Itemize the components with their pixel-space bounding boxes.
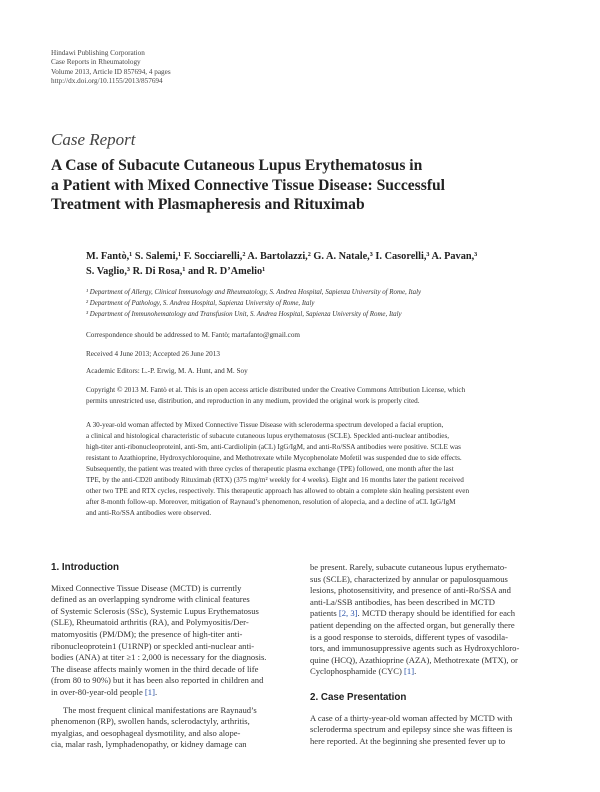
section-heading-introduction: 1. Introduction [51, 562, 120, 573]
title-line: a Patient with Mixed Connective Tissue Disease: Successful [51, 176, 446, 194]
abstract-line: A 30-year-old woman affected by Mixed Connective Tissue Disease with scleroderma spectrum developed a facial eruption, [86, 421, 444, 429]
body-text: patients [310, 608, 339, 619]
body-line [51, 687, 290, 699]
body-line: Mixed Connective Tissue Disease (MCTD) is currently [51, 582, 242, 593]
body-text: . [154, 686, 158, 697]
body-line: patient depending on the affected organ, but generally there [310, 619, 515, 630]
affiliation: ¹ Department of Allergy, Clinical Immunology and Rheumatology, S. Andrea Hospital, Sapienza University of Rome, Italy [86, 289, 422, 296]
body-line: of Systemic Sclerosis (SSc), Systemic Lupus Erythematosus [51, 605, 259, 616]
author-list [86, 250, 566, 279]
abstract-line: and anti-Ro/SSA antibodies were observed. [86, 509, 212, 517]
right-column [310, 562, 550, 747]
body-line: A case of a thirty-year-old woman affected by MCTD with [310, 712, 513, 723]
volume-info: Volume 2013, Article ID 857694, 4 pages [51, 67, 171, 76]
body-line: here reported. At the beginning she presented fever up to [310, 735, 506, 746]
publisher: Hindawi Publishing Corporation [51, 49, 145, 57]
correspondence: Correspondence should be addressed to M. Fantò; martafanto@gmail.com [86, 331, 301, 339]
affiliations [86, 287, 421, 321]
article-title [51, 156, 521, 215]
abstract [86, 420, 566, 519]
body-line: (from 80 to 90%) but it has been also reported in children and [51, 675, 264, 686]
body-line: phenomenon (RP), swollen hands, sclerodactyly, arthritis, [51, 716, 250, 727]
body-text: in over-80-year-old people [51, 686, 145, 697]
copyright-notice [86, 385, 556, 407]
body-line: The disease affects mainly women in the third decade of life [51, 663, 259, 674]
authors-line: S. Vaglio,³ R. Di Rosa,¹ and R. D’Amelio¹ [86, 265, 266, 277]
title-line: A Case of Subacute Cutaneous Lupus Erythematosus in [51, 157, 423, 174]
abstract-line: TPE, by the anti-CD20 antibody Rituximab (RTX) (375 mg/m² weekly for 4 weeks). Eight and 16 months later the patient received [86, 476, 464, 484]
body-line: ribonucleoprotein1 (U1RNP) or speckled anti-nuclear anti- [51, 640, 255, 651]
body-line: lesions, photosensitivity, and presence of anti-Ro/SSA and [310, 585, 511, 596]
abstract-line: high-titer anti-ribonucleoproteinl, anti-Sm, anti-Cardiolipin (aCL) IgG/IgM, and anti-Ro/SSA antibodies were positive. SCLE was [86, 443, 461, 451]
copyright-line: Copyright © 2013 M. Fantò et al. This is an open access article distributed under the Creative Commons Attribution License, which [86, 386, 466, 394]
affiliation: ³ Department of Immunohematology and Transfusion Unit, S. Andrea Hospital, Sapienza University of Rome, Italy [86, 311, 402, 319]
body-line [310, 666, 550, 678]
title-line: Treatment with Plasmapheresis and Rituximab [51, 196, 365, 214]
journal-name: Case Reports in Rheumatology [51, 58, 141, 67]
body-line: is a good response to steroids, different types of vasodila- [310, 631, 508, 642]
body-line: The most frequent clinical manifestations are Raynaud’s [63, 704, 257, 715]
abstract-line: after 8-month follow-up. Moreover, mitigation of Raynaud’s phenomenon, resolution of alopecia, and a decline of aCL IgG/IgM [86, 498, 456, 506]
journal-info [51, 49, 171, 87]
body-line [310, 608, 550, 620]
body-line: tors, and immunosuppressive agents such as Hydroxychloro- [310, 643, 520, 654]
article-type: Case Report [51, 130, 136, 149]
body-line: sus (SCLE), characterized by annular or papulosquamous [310, 573, 508, 584]
body-line: anti-La/SSB antibodies, has been described in MCTD [310, 596, 495, 607]
doi-link[interactable]: http://dx.doi.org/10.1155/2013/857694 [51, 77, 163, 86]
body-line: cia, malar rash, lymphadenopathy, or kidney damage can [51, 739, 247, 750]
body-line: be present. Rarely, subacute cutaneous lupus erythemato- [310, 562, 508, 572]
left-column [51, 562, 290, 751]
abstract-line: other two TPE and RTX cycles, respectively. This therapeutic approach has allowed to obtain a complete skin healing persistent even [86, 487, 470, 495]
abstract-line: resistant to Azathioprine, Hydroxychloroquine, and Methotrexate while Mycophenolate Mofetil was suspended due to side effects. [86, 454, 462, 462]
abstract-line: a clinical and histological characteristic of subacute cutaneous lupus erythematosus (SCLE). Speckled anti-nuclear antibodies, [86, 432, 450, 440]
body-line: scleroderma spectrum and epilepsy since she was fifteen is [310, 724, 513, 735]
body-text: Cyclophosphamide (CYC) [310, 666, 405, 677]
abstract-line: Subsequently, the patient was treated with three cycles of therapeutic plasma exchange (TPE) followed, one month after the last [86, 465, 454, 473]
citation-link[interactable]: [1] [404, 666, 415, 677]
body-line: matomyositis (PM/DM); the presence of high-titer anti- [51, 628, 243, 639]
received-dates: Received 4 June 2013; Accepted 26 June 2013 [86, 350, 220, 358]
body-line: quine (HCQ), Azathioprine (AZA), Methotrexate (MTX), or [310, 654, 518, 665]
copyright-line: permits unrestricted use, distribution, and reproduction in any medium, provided the original work is properly cited. [86, 397, 420, 405]
body-line: (SLE), Rheumatoid arthritis (RA), and Polymyositis/Der- [51, 617, 249, 628]
body-text: . [414, 666, 417, 677]
authors-line: M. Fantò,¹ S. Salemi,¹ F. Socciarelli,² A. Bartolazzi,² G. A. Natale,³ I. Casorelli,³ A. Pavan,³ [86, 251, 478, 262]
citation-link[interactable]: [1] [144, 686, 155, 697]
body-text: . MCTD therapy should be identified for each [357, 608, 516, 619]
affiliation: ² Department of Pathology, S. Andrea Hospital, Sapienza University of Rome, Italy [86, 300, 315, 308]
body-line: defined as an overlapping syndrome with clinical features [51, 594, 250, 605]
citation-link[interactable]: [2, 3] [338, 608, 358, 619]
body-line: bodies (ANA) at titer ≥1 : 2,000 is necessary for the diagnosis. [51, 652, 267, 663]
section-heading-case-presentation: 2. Case Presentation [310, 691, 407, 703]
academic-editors: Academic Editors: L.-P. Erwig, M. A. Hunt, and M. Soy [86, 367, 248, 375]
body-line: myalgias, and oesophageal dysmotility, and also alope- [51, 727, 241, 738]
